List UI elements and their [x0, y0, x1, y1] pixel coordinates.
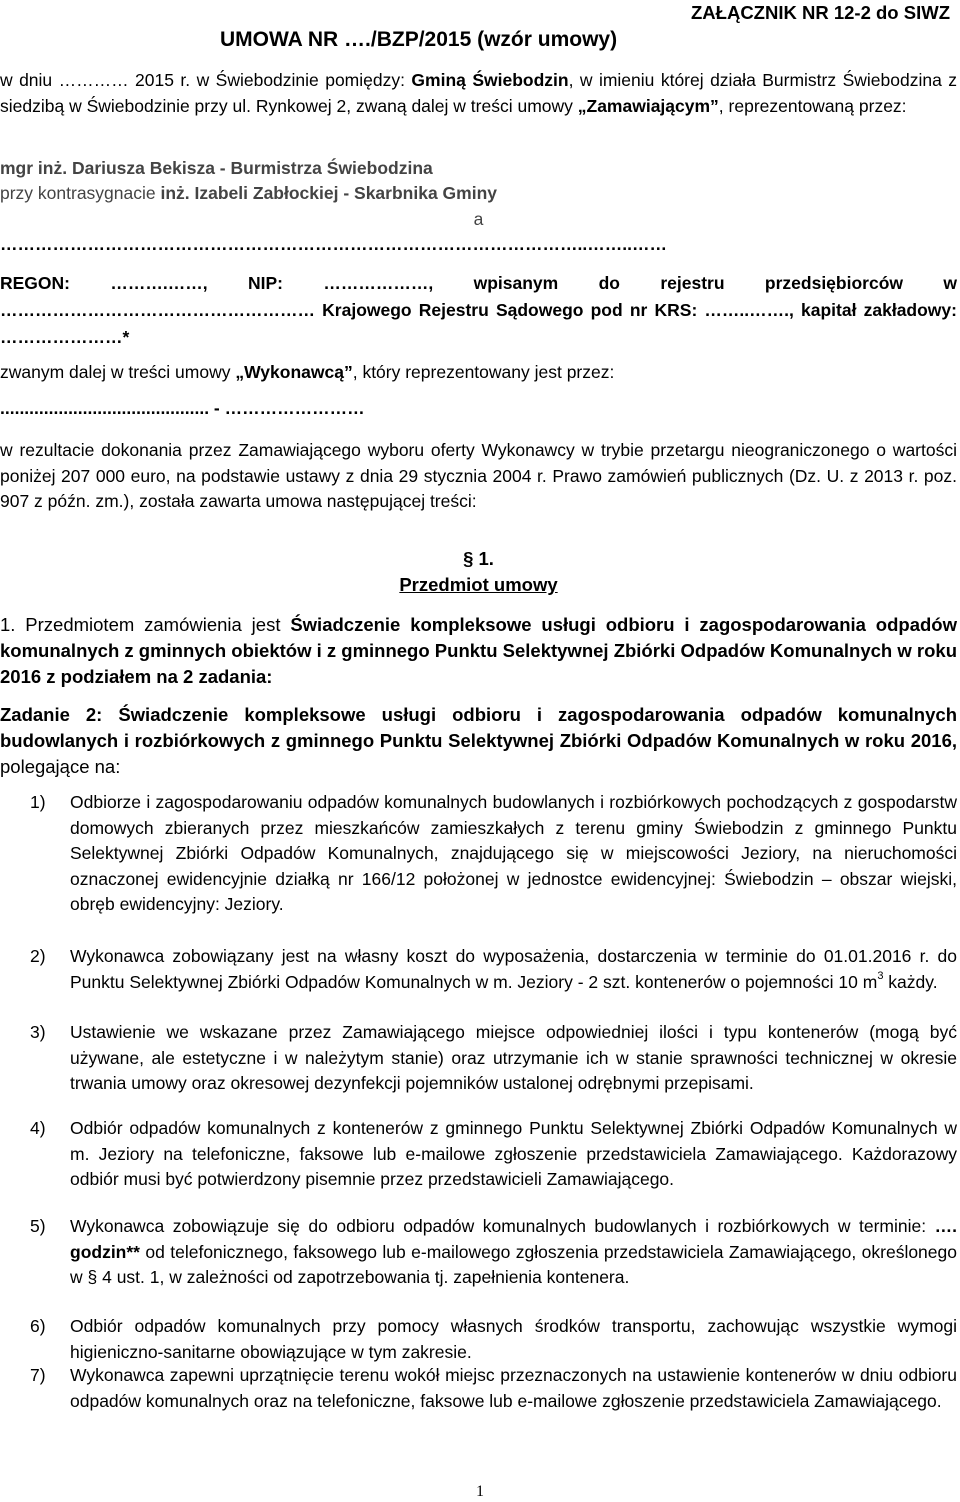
contractor-representative: ........................................... - …………………… — [0, 398, 365, 418]
list-item: 2) Wykonawca zobowiązany jest na własny koszt do wyposażenia, dostarczenia w terminie do 01.01.2016 r. do Punktu Selektywnej Zbiórki Odpadów Komunalnych w m. Jeziory - 2 szt. kontenerów o pojemności 10 $m^3$ każdy. — [30, 946, 957, 992]
list-item: 4) Odbiór odpadów komunalnych z kontenerów z gminnego Punktu Selektywnej Zbiórki Odpadów Komunalnych w m. Jeziory na telefoniczne, faksowe lub e-mailowe zgłoszenie przedstawiciela Zamawiającego. Każdorazowy odbiór musi być potwierdzony pisemnie przez przedstawicieli Zamawiającego. — [30, 1118, 957, 1189]
tender-paragraph: w rezultacie dokonania przez Zamawiającego wyboru oferty Wykonawcy w trybie przetargu nieograniczonego o wartości poniżej 207 000 euro, na podstawie ustawy z dnia 29 stycznia 2004 r. Prawo zamówień publicznych (Dz. U. z 2013 r. poz. 907 z późn. zm.), została zawarta umowa następującej treści: — [0, 440, 957, 511]
task-2: Zadanie 2: Świadczenie kompleksowe usługi odbioru i zagospodarowania odpadów komunalnych budowlanych i rozbiórkowych z gminnego Punktu Selektywnej Zbiórki Odpadów Komunalnych w roku 2016, polegające na: — [0, 704, 957, 777]
intro-paragraph: w dniu ………… 2015 r. w Świebodzinie pomiędzy: Gminą Świebodzin, w imieniu której działa Burmistrz Świebodzina z siedzibą w Świebodzinie przy ul. Rynkowej 2, zwaną dalej w treści umowy „Zamawiającym”, reprezentowaną przez: — [0, 70, 957, 116]
representative-treasurer: przy kontrasygnacie inż. Izabeli Zabłockiej - Skarbnika Gminy — [0, 183, 497, 203]
list-item: 5) Wykonawca zobowiązuje się do odbioru odpadów komunalnych budowlanych i rozbiórkowych w terminie: …. godzin** od telefonicznego, faksowego lub e-mailowego zgłoszenia przedstawiciela Zamawiającego, określonego w § 4 ust. 1, w zależności od zapotrzebowania tj. zapełnienia kontenera. — [30, 1216, 957, 1287]
list-item: 6) Odbiór odpadów komunalnych przy pomocy własnych środków transportu, zachowując wszystkie wymogi higieniczno-sanitarne obowiązujące w tym zakresie. — [30, 1316, 957, 1362]
list-item: 1) Odbiorze i zagospodarowaniu odpadów komunalnych budowlanych i rozbiórkowych pochodzących z gospodarstw domowych zbieranych przez mieszkańców zamieszkałych z terenu gminy Świebodzin z gminnego Punktu Selektywnej Zbiórki Odpadów Komunalnych, znajdującego się w miejscowości Jeziory, na nieruchomości oznaczonej ewidencyjnie działką nr 166/12 położonej w jednostce ewidencyjnej: Świebodzin – obszar wiejski, obręb ewidencyjny: Jeziory. — [30, 792, 957, 914]
attachment-label: ZAŁĄCZNIK NR 12-2 do SIWZ — [691, 2, 950, 23]
contractor-details: REGON: ……….……, NIP: ………………, wpisanym do rejestru przedsiębiorców w ……………………………………………… Krajowego Rejestru Sądowego pod nr KRS: ……..……., kapitał zakładowy: …………………* — [0, 273, 957, 347]
contractor-paragraph: zwanym dalej w treści umowy „Wykonawcą”, który reprezentowany jest przez: — [0, 362, 615, 382]
clause-1: 1. Przedmiotem zamówienia jest Świadczenie kompleksowe usługi odbioru i zagospodarowania odpadów komunalnych z gminnych obiektów i z gminnego Punktu Selektywnej Zbiórki Odpadów Komunalnych w roku 2016 z podziałem na 2 zadania: — [0, 614, 957, 687]
section-title: Przedmiot umowy — [399, 574, 558, 595]
list-item: 7) Wykonawca zapewni uprzątnięcie terenu wokół miejsc przeznaczonych na ustawienie kontenerów w dniu odbioru odpadów komunalnych oraz na telefoniczne, faksowe lub e-mailowe zgłoszenie przedstawiciela Zamawiającego. — [30, 1365, 957, 1411]
representative-mayor: mgr inż. Dariusza Bekisza - Burmistrza Świebodzina — [0, 158, 433, 178]
list-item: 3) Ustawienie we wskazane przez Zamawiającego miejsce odpowiedniej ilości i typu kontenerów (mogą być używane, ale estetyczne i w należytym stanie) oraz utrzymanie ich w stanie sprawności technicznej w okresie trwania umowy oraz okresowej dezynfekcji pojemników ustalonej odrębnymi przepisami. — [30, 1022, 957, 1093]
page-number: 1 — [476, 1483, 484, 1500]
contract-title: UMOWA NR …./BZP/2015 (wzór umowy) — [220, 28, 618, 51]
section-symbol: § 1. — [463, 548, 494, 569]
contractor-name-placeholder: ………………………………………………………………………………………..……..…… — [0, 234, 667, 254]
and-separator: a — [473, 209, 484, 229]
